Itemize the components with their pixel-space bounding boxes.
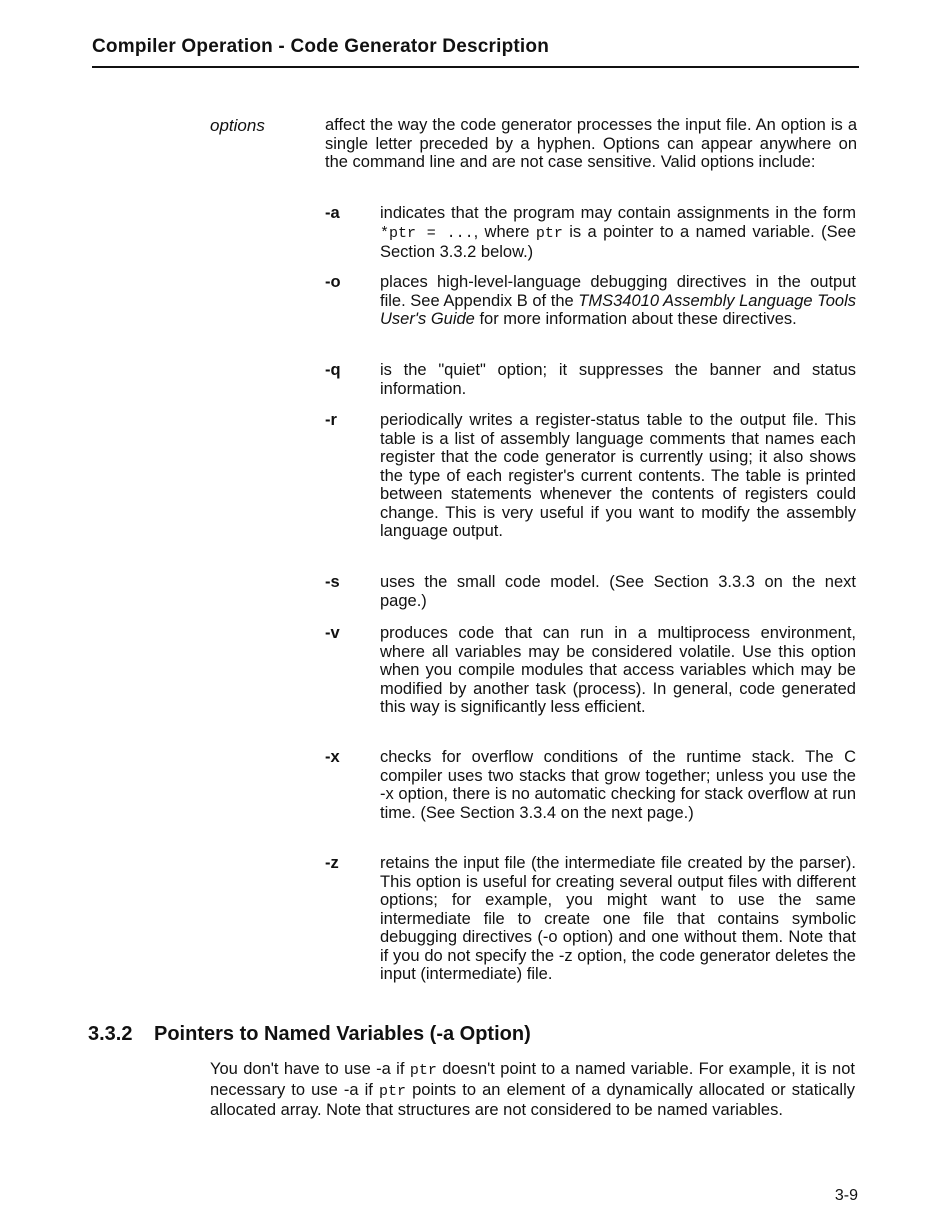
text-run: for more information about these directives. bbox=[474, 310, 797, 328]
code-run: *ptr = ... bbox=[380, 224, 474, 242]
option-description bbox=[380, 273, 856, 329]
section-number: 3.3.2 bbox=[88, 1023, 133, 1045]
text-run: places high-level-language debugging directives in the output file. See Appendix B of the bbox=[380, 273, 856, 310]
section-title: Pointers to Named Variables (-a Option) bbox=[154, 1023, 531, 1045]
text-run: indicates that the program may contain assignments in the form bbox=[380, 204, 856, 222]
option-description: uses the small code model. (See Section 3.3.3 on the next page.) bbox=[380, 573, 856, 610]
text-run: points to an element of a dynamically allocated or statically allocated array. Note that structures are not considered to be named variables. bbox=[210, 1080, 855, 1119]
option-flag: -a bbox=[325, 204, 340, 222]
option-description: periodically writes a register-status table to the output file. This table is a list of assembly language comments that names each register that the code generator is currently using; it also shows the type of each register's current contents. The table is printed between statements whenever the contents of registers could change. This is very useful if you want to modify the assembly language output. bbox=[380, 411, 856, 540]
option-flag: -v bbox=[325, 624, 340, 642]
option-flag: -s bbox=[325, 573, 340, 591]
option-flag: -r bbox=[325, 411, 337, 429]
option-flag: -x bbox=[325, 748, 340, 766]
section-heading bbox=[88, 1023, 531, 1046]
option-flag: -q bbox=[325, 361, 341, 379]
option-flag: -z bbox=[325, 854, 339, 872]
option-flag: -o bbox=[325, 273, 341, 291]
code-run: ptr bbox=[409, 1062, 437, 1079]
option-description: produces code that can run in a multiprocess environment, where all variables may be considered volatile. Use this option when you compile modules that access variables which may be modified by another task (process). In general, code generated this way is significantly less efficient. bbox=[380, 624, 856, 716]
option-description: checks for overflow conditions of the runtime stack. The C compiler uses two stacks that grow together; unless you use the -x option, there is no automatic checking for stack overflow at run time. (See Section 3.3.4 on the next page.) bbox=[380, 748, 856, 822]
text-run: , where bbox=[473, 222, 536, 241]
option-description bbox=[380, 204, 856, 262]
text-run: is a pointer to a named variable. (See Section 3.3.2 below.) bbox=[380, 222, 856, 261]
section-body bbox=[210, 1060, 855, 1120]
code-run: ptr bbox=[535, 224, 563, 242]
intro-term: options bbox=[210, 116, 265, 135]
page-number: 3-9 bbox=[834, 1187, 858, 1204]
book-title: TMS34010 Assembly Language Tools User's Guide bbox=[380, 291, 856, 328]
option-description: retains the input file (the intermediate file created by the parser). This option is useful for creating several output files with different options; for example, you might want to use the same intermediate file to create one file that contains symbolic debugging directives (-o option) and one without them. Note that if you do not specify the -z option, the code generator deletes the input (intermediate) file. bbox=[380, 854, 856, 983]
page-header bbox=[92, 36, 859, 68]
text-run: You don't have to use -a if bbox=[210, 1060, 410, 1078]
text-run: doesn't point to a named variable. For example, it is not necessary to use -a if bbox=[210, 1060, 855, 1099]
header-title: Compiler Operation - Code Generator Description bbox=[92, 36, 550, 57]
intro-description: affect the way the code generator processes the input file. An option is a single letter preceded by a hyphen. Options can appear anywhere on the command line and are not case sensitive. Valid options include: bbox=[325, 116, 857, 171]
code-run: ptr bbox=[379, 1082, 407, 1100]
option-description: is the "quiet" option; it suppresses the banner and status information. bbox=[380, 361, 856, 398]
